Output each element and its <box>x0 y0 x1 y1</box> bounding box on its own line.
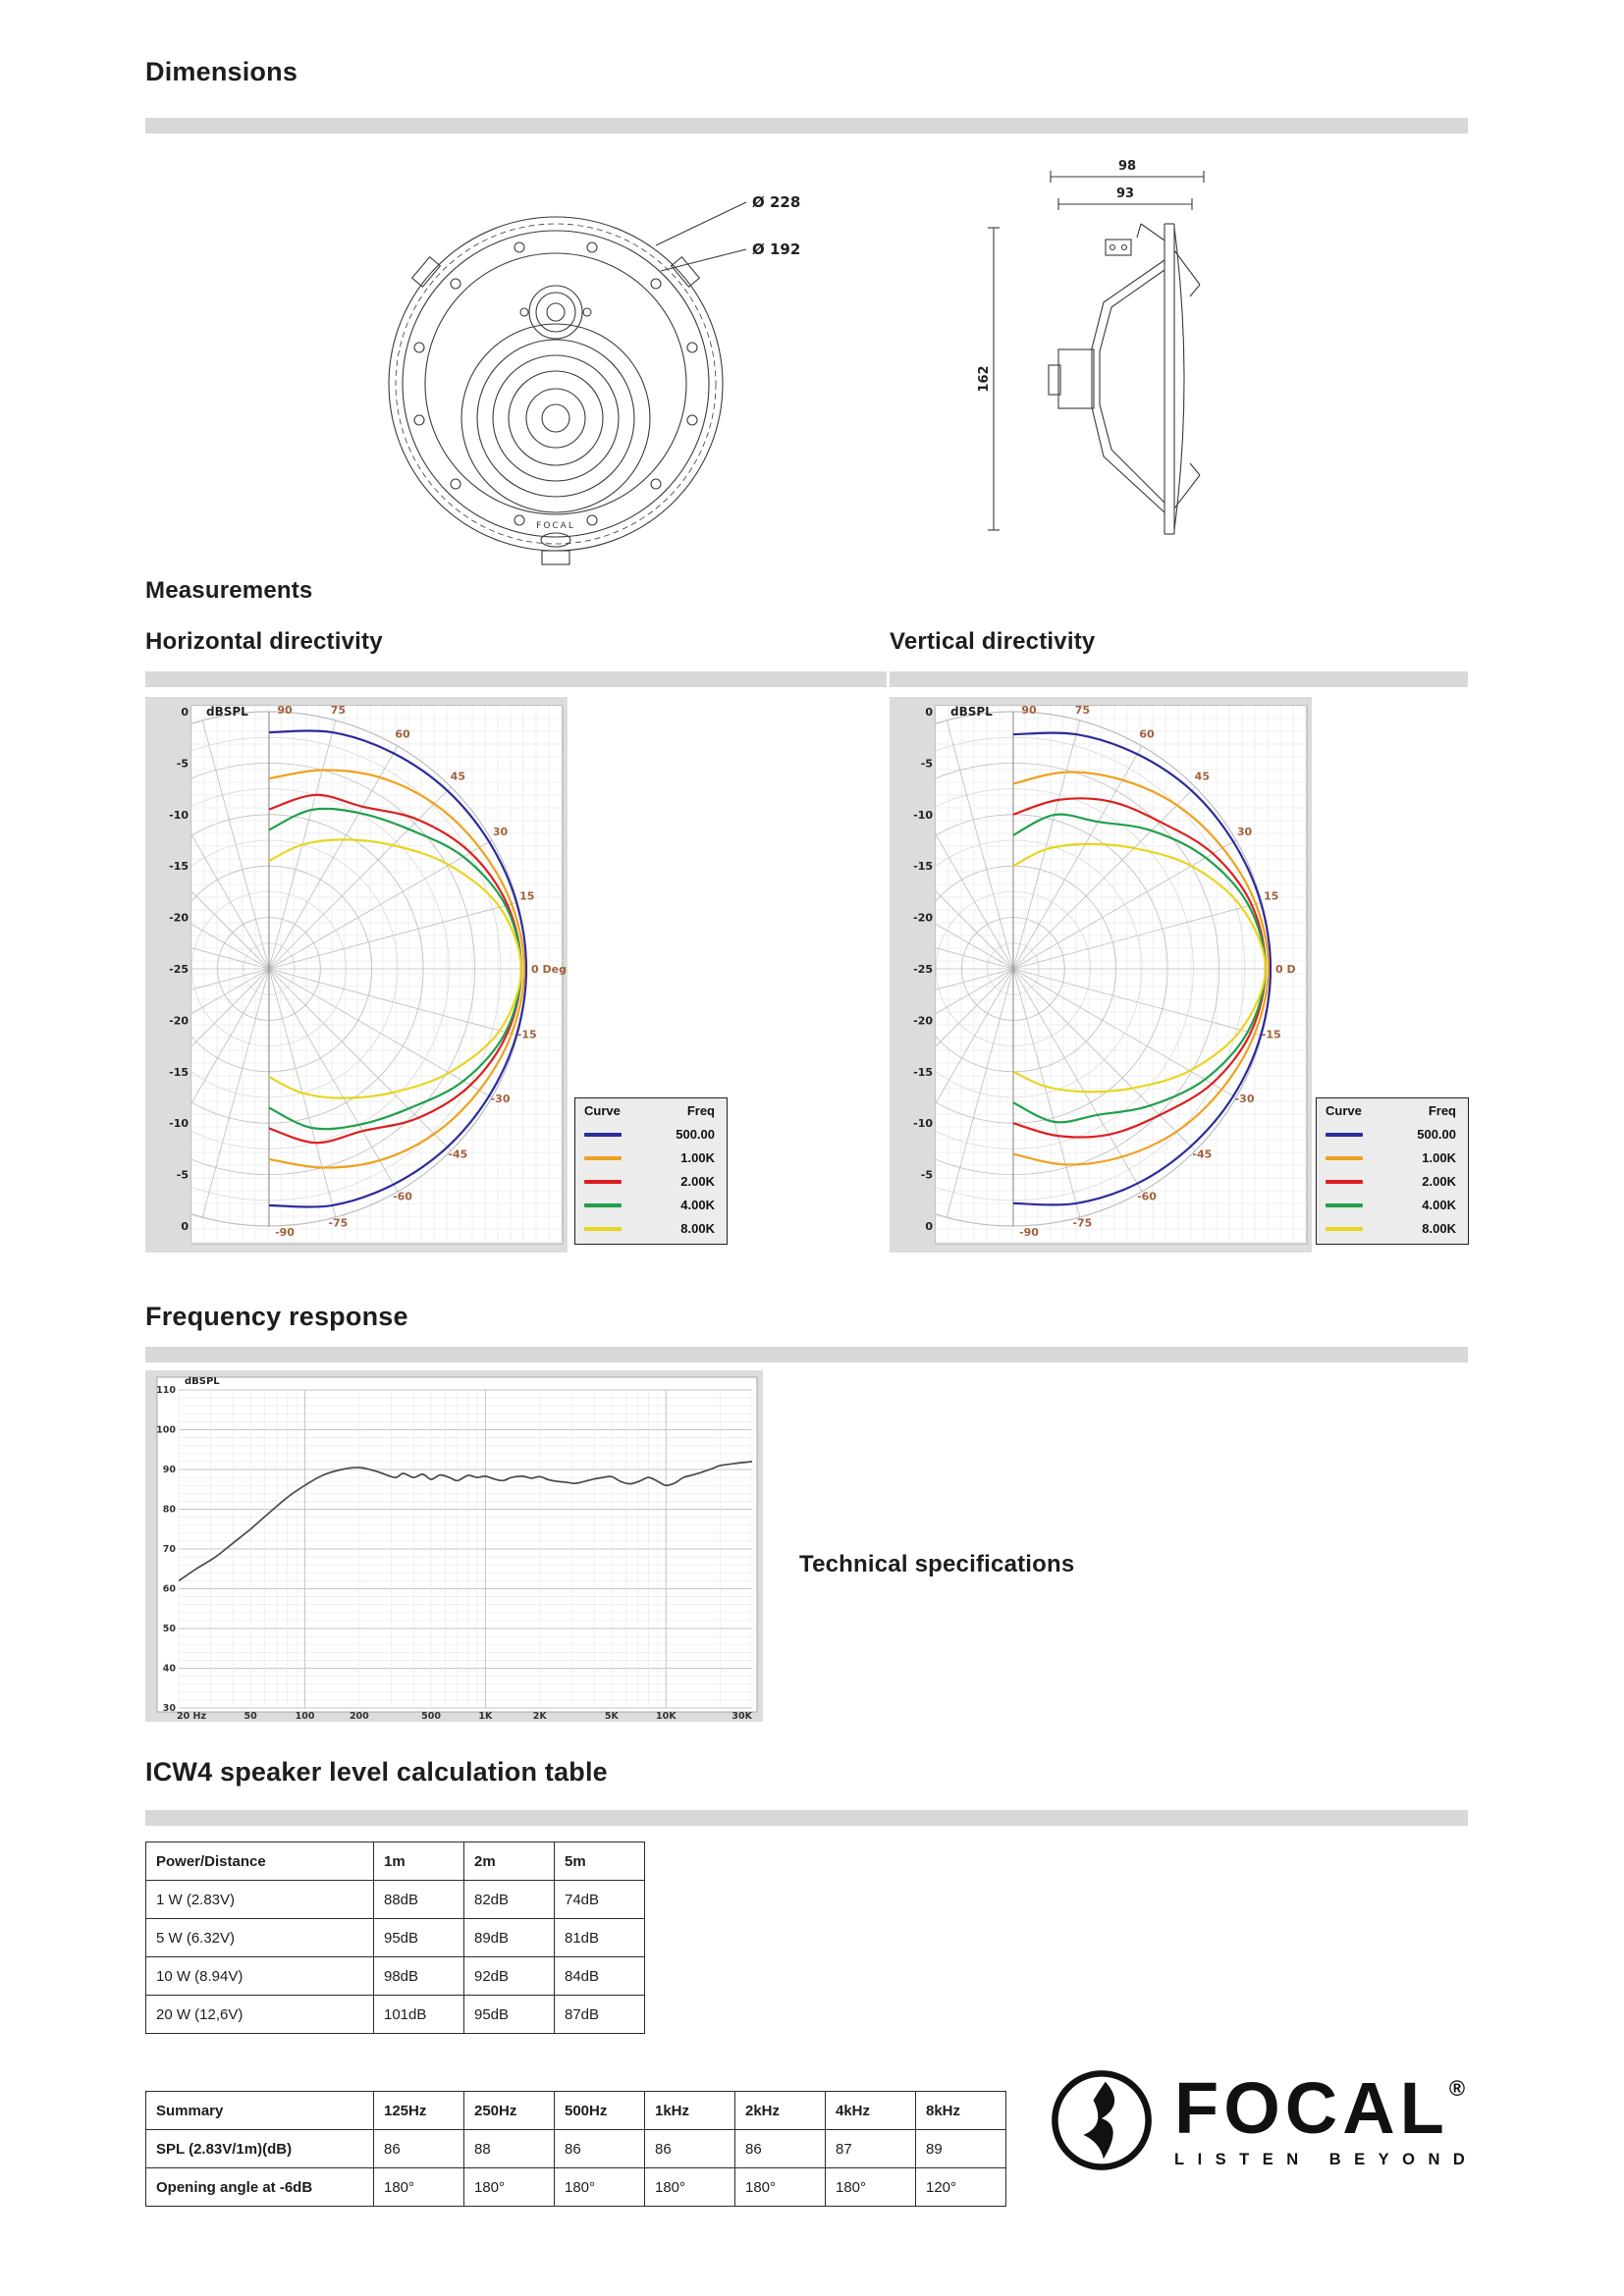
legend-row <box>1317 1216 1468 1240</box>
table-header-cell: 1kHz <box>645 2092 735 2130</box>
table-header-row <box>146 1842 645 1881</box>
side-view-drawing <box>988 171 1204 534</box>
registered-mark: ® <box>1448 2075 1466 2101</box>
angle-label: 60 <box>1139 727 1155 741</box>
table-cell: 92dB <box>464 1957 555 1996</box>
table-row <box>146 2168 1006 2207</box>
angle-label: 75 <box>330 704 347 717</box>
dim-label-depth-inner: 93 <box>1115 187 1135 201</box>
angle-label: 15 <box>1264 889 1279 903</box>
angle-label: -15 <box>1261 1028 1281 1041</box>
legend-row <box>1317 1122 1468 1146</box>
legend-header <box>1317 1098 1468 1122</box>
freq-x-tick: 1K <box>478 1711 493 1722</box>
summary-table <box>145 2091 1006 2207</box>
table-cell: 74dB <box>555 1881 645 1919</box>
table-cell: 81dB <box>555 1919 645 1957</box>
freq-y-tick: 40 <box>162 1663 176 1675</box>
section-title-technical-specifications: Technical specifications <box>799 1551 1075 1577</box>
vertical-chart-legend <box>1316 1097 1469 1245</box>
section-divider-bar <box>890 671 1468 687</box>
table-cell: 95dB <box>464 1996 555 2034</box>
dim-label-inner-diameter: Ø 192 <box>752 240 801 258</box>
section-divider-bar <box>145 671 887 687</box>
table-cell: 86 <box>374 2130 464 2168</box>
freq-y-tick: 60 <box>162 1583 176 1595</box>
legend-color-swatch <box>1326 1180 1363 1184</box>
section-title-frequency-response: Frequency response <box>145 1302 408 1331</box>
radial-db-label: -10 <box>169 808 189 822</box>
vertical-directivity-chart <box>890 697 1312 1253</box>
legend-freq-label: 2.00K <box>1422 1174 1456 1189</box>
table-row <box>146 2130 1006 2168</box>
legend-freq-label: 1.00K <box>1422 1150 1456 1165</box>
table-header-cell: 500Hz <box>555 2092 645 2130</box>
radial-db-label: -5 <box>920 757 933 771</box>
table-cell: 98dB <box>374 1957 464 1996</box>
section-title-vertical-directivity: Vertical directivity <box>890 628 1096 655</box>
table-row <box>146 1957 645 1996</box>
radial-db-label: -25 <box>913 963 933 976</box>
radial-db-label: 0 <box>925 706 933 719</box>
angle-label: 15 <box>519 889 535 903</box>
table-cell: Opening angle at -6dB <box>146 2168 374 2207</box>
legend-row <box>1317 1146 1468 1169</box>
table-cell: 180° <box>464 2168 555 2207</box>
table-row <box>146 1919 645 1957</box>
radial-db-label: -15 <box>913 1065 933 1079</box>
radial-db-label: 0 <box>181 706 189 719</box>
freq-x-tick: 50 <box>244 1711 257 1722</box>
angle-label: 90 <box>277 704 293 717</box>
dim-label-outer-diameter: Ø 228 <box>752 193 801 211</box>
freq-x-tick: 100 <box>295 1711 315 1722</box>
radial-db-label: 0 <box>925 1220 933 1233</box>
freq-x-tick: 200 <box>349 1711 369 1722</box>
table-cell: 180° <box>735 2168 826 2207</box>
angle-label: -45 <box>1192 1148 1213 1161</box>
legend-freq-label: 2.00K <box>680 1174 715 1189</box>
section-divider-bar <box>145 1347 1468 1362</box>
angle-label: 75 <box>1074 704 1091 717</box>
angle-label: -15 <box>516 1028 537 1041</box>
legend-row <box>575 1146 727 1169</box>
freq-unit-label: dBSPL <box>185 1376 220 1387</box>
legend-color-swatch <box>1326 1227 1363 1231</box>
radial-db-label: -20 <box>169 1014 189 1028</box>
freq-y-tick: 90 <box>162 1465 176 1475</box>
radial-db-label: -5 <box>920 1168 933 1182</box>
angle-label: -75 <box>328 1216 349 1230</box>
table-cell: SPL (2.83V/1m)(dB) <box>146 2130 374 2168</box>
table-cell: 86 <box>645 2130 735 2168</box>
polar-unit-label: dBSPL <box>206 705 248 719</box>
freq-grid <box>179 1390 752 1708</box>
table-cell: 95dB <box>374 1919 464 1957</box>
freq-x-tick: 500 <box>421 1711 441 1722</box>
table-cell: 180° <box>645 2168 735 2207</box>
table-header-cell: 125Hz <box>374 2092 464 2130</box>
table-cell: 87 <box>826 2130 916 2168</box>
section-divider-bar <box>145 1810 1468 1826</box>
table-cell: 86 <box>735 2130 826 2168</box>
dimensions-drawing <box>236 147 1276 609</box>
table-cell: 5 W (6.32V) <box>146 1919 374 1957</box>
table-cell: 10 W (8.94V) <box>146 1957 374 1996</box>
radial-db-label: -10 <box>169 1117 189 1131</box>
table-header-cell: 5m <box>555 1842 645 1881</box>
logo-text <box>1174 2066 1479 2169</box>
angle-label: -90 <box>275 1226 295 1239</box>
freq-x-tick: 10K <box>655 1711 677 1722</box>
radial-db-label: -10 <box>913 1117 933 1131</box>
table-cell: 84dB <box>555 1957 645 1996</box>
freq-x-tick: 2K <box>532 1711 547 1722</box>
legend-color-swatch <box>584 1156 622 1160</box>
mounting-tab <box>672 257 700 287</box>
table-header-cell: 2m <box>464 1842 555 1881</box>
table-cell: 180° <box>374 2168 464 2207</box>
table-cell: 89dB <box>464 1919 555 1957</box>
horizontal-directivity-chart <box>145 697 568 1253</box>
dim-label-depth-total: 98 <box>1117 159 1137 174</box>
table-cell: 82dB <box>464 1881 555 1919</box>
faceplate-brand-text: FOCAL <box>536 521 575 531</box>
logo-wordmark <box>1174 2066 1478 2149</box>
mounting-tab <box>542 551 569 564</box>
radial-db-label: -25 <box>169 963 189 976</box>
table-cell: 180° <box>826 2168 916 2207</box>
angle-label: 45 <box>450 770 465 783</box>
table-row <box>146 1996 645 2034</box>
radial-db-label: -15 <box>913 860 933 874</box>
radial-db-label: -20 <box>913 1014 933 1028</box>
legend-freq-label: 8.00K <box>1422 1221 1456 1236</box>
freq-x-tick: 30K <box>731 1711 752 1722</box>
legend-freq-label: 500.00 <box>1417 1127 1456 1142</box>
legend-color-swatch <box>1326 1156 1363 1160</box>
focal-flame-icon <box>1047 2065 1157 2175</box>
angle-label: 30 <box>492 826 509 838</box>
legend-row <box>575 1216 727 1240</box>
table-cell: 1 W (2.83V) <box>146 1881 374 1919</box>
legend-freq-label: 4.00K <box>1422 1198 1456 1212</box>
freq-x-tick: 5K <box>604 1711 619 1722</box>
radial-db-label: -5 <box>176 1168 189 1182</box>
power-distance-table <box>145 1842 645 2034</box>
legend-row <box>1317 1193 1468 1216</box>
radial-db-label: -15 <box>169 860 189 874</box>
angle-label: 30 <box>1236 826 1253 838</box>
angle-label: 0 Deg <box>531 963 567 976</box>
logo-tagline: LISTEN BEYOND <box>1174 2150 1479 2168</box>
table-header-cell: 250Hz <box>464 2092 555 2130</box>
angle-label: -60 <box>1137 1190 1157 1203</box>
frequency-response-chart <box>145 1370 763 1722</box>
section-title-horizontal-directivity: Horizontal directivity <box>145 628 383 655</box>
legend-color-swatch <box>1326 1203 1363 1207</box>
focal-logo <box>1047 2065 1478 2175</box>
freq-y-tick: 50 <box>162 1624 176 1634</box>
table-header-row <box>146 2092 1006 2130</box>
legend-header-label: Freq <box>686 1103 715 1118</box>
legend-color-swatch <box>584 1227 622 1231</box>
section-title-measurements: Measurements <box>145 577 313 604</box>
legend-row <box>1317 1169 1468 1193</box>
legend-color-swatch <box>1326 1133 1363 1137</box>
legend-header-label: Freq <box>1428 1103 1456 1118</box>
angle-label: -90 <box>1019 1226 1039 1239</box>
section-title-dimensions: Dimensions <box>145 57 298 86</box>
table-cell: 89 <box>916 2130 1006 2168</box>
table-header-cell: 8kHz <box>916 2092 1006 2130</box>
legend-freq-label: 8.00K <box>680 1221 715 1236</box>
polar-unit-label: dBSPL <box>950 705 993 719</box>
table-cell: 87dB <box>555 1996 645 2034</box>
radial-db-label: -5 <box>176 757 189 771</box>
table-cell: 20 W (12,6V) <box>146 1996 374 2034</box>
freq-y-tick: 80 <box>162 1504 176 1516</box>
freq-y-tick: 70 <box>162 1544 176 1555</box>
angle-label: 60 <box>395 727 410 741</box>
legend-freq-label: 4.00K <box>680 1198 715 1212</box>
angle-label: -30 <box>490 1093 511 1105</box>
angle-label: 90 <box>1021 704 1037 717</box>
section-divider-bar <box>145 118 1468 133</box>
table-header-cell: Summary <box>146 2092 374 2130</box>
table-cell: 101dB <box>374 1996 464 2034</box>
freq-y-tick: 100 <box>156 1424 176 1436</box>
freq-y-tick: 30 <box>162 1703 176 1714</box>
woofer <box>461 324 650 512</box>
dim-label-height: 162 <box>977 365 992 393</box>
table-header-cell: 4kHz <box>826 2092 916 2130</box>
table-header-cell: 2kHz <box>735 2092 826 2130</box>
mounting-tab <box>412 257 441 287</box>
legend-header <box>575 1098 727 1122</box>
section-title-calc-table: ICW4 speaker level calculation table <box>145 1757 608 1787</box>
radial-db-label: -10 <box>913 808 933 822</box>
logo-brand-text: FOCAL <box>1174 2066 1449 2149</box>
legend-color-swatch <box>584 1203 622 1207</box>
legend-color-swatch <box>584 1180 622 1184</box>
angle-label: -45 <box>448 1148 468 1161</box>
tweeter <box>529 286 582 339</box>
table-row <box>146 1881 645 1919</box>
table-header-cell: 1m <box>374 1842 464 1881</box>
legend-freq-label: 1.00K <box>680 1150 715 1165</box>
legend-color-swatch <box>584 1133 622 1137</box>
radial-db-label: -15 <box>169 1065 189 1079</box>
legend-header-label: Curve <box>584 1103 621 1118</box>
front-view-drawing <box>389 202 746 564</box>
angle-label: 45 <box>1194 770 1210 783</box>
table-cell: 88dB <box>374 1881 464 1919</box>
angle-label: 0 D <box>1275 963 1296 976</box>
legend-header-label: Curve <box>1326 1103 1362 1118</box>
legend-row <box>575 1193 727 1216</box>
horizontal-chart-legend <box>574 1097 728 1245</box>
table-header-cell: Power/Distance <box>146 1842 374 1881</box>
freq-x-tick: 20 Hz <box>177 1711 207 1722</box>
legend-freq-label: 500.00 <box>676 1127 715 1142</box>
legend-row <box>575 1122 727 1146</box>
table-cell: 180° <box>555 2168 645 2207</box>
table-cell: 86 <box>555 2130 645 2168</box>
angle-label: -75 <box>1072 1216 1093 1230</box>
table-cell: 120° <box>916 2168 1006 2207</box>
freq-y-tick: 110 <box>156 1385 176 1396</box>
radial-db-label: -20 <box>913 911 933 925</box>
legend-row <box>575 1169 727 1193</box>
radial-db-label: 0 <box>181 1220 189 1233</box>
angle-label: -30 <box>1234 1093 1255 1105</box>
angle-label: -60 <box>393 1190 412 1203</box>
radial-db-label: -20 <box>169 911 189 925</box>
table-cell: 88 <box>464 2130 555 2168</box>
